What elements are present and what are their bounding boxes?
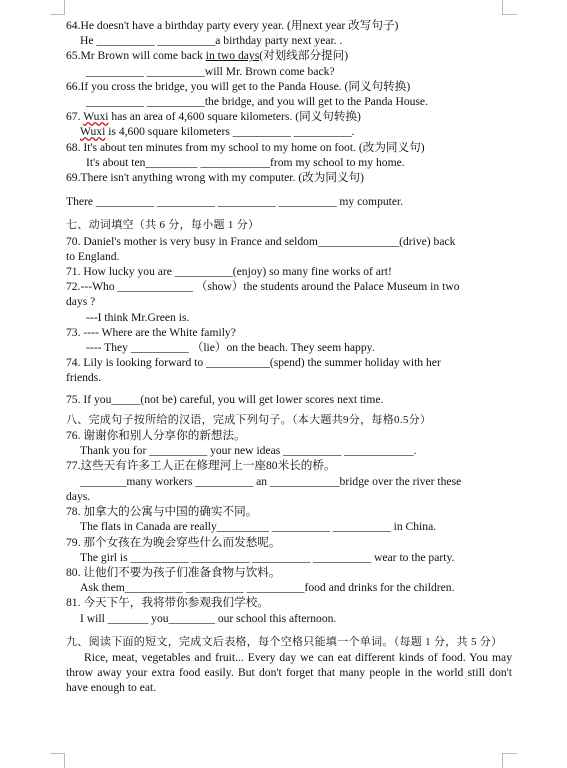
document-page	[66, 18, 512, 695]
question-70-cont: to England.	[66, 249, 120, 263]
question-72: 72.---Who _____________ （show）the students around the Palace Museum in two	[66, 280, 460, 294]
section-9-heading: 九、阅读下面的短文，完成文后表格，每个空格只能填一个单词。（每题 1 分，共 5 分）	[66, 635, 503, 648]
page-corner-mark-bottom-right	[502, 753, 517, 768]
question-76-blank-line: Thank you for __________ your new ideas __________ ____________.	[80, 444, 417, 458]
question-69-blank-line: There __________ __________ __________ __________ my computer.	[66, 195, 404, 209]
question-80-blank-line: Ask them__________ __________ __________food and drinks for the children.	[80, 581, 455, 595]
question-69: 69.There isn't anything wrong with my computer. (改为同义句)	[66, 171, 365, 185]
question-67: 67. Wuxi has an area of 4,600 square kilometers. (同义句转换)	[66, 110, 361, 124]
question-79-blank-line: The girl is __________ __________ __________ __________ wear to the party.	[80, 550, 455, 564]
question-64-blank-line: He __________ __________a birthday party next year. .	[80, 34, 343, 48]
question-78-blank-line: The flats in Canada are really_________ __________ __________ in China.	[80, 520, 437, 534]
page-corner-mark-bottom-left	[50, 753, 65, 768]
question-68-blank-line: It's about ten_________ ____________from my school to my home.	[86, 155, 405, 169]
page-corner-mark-top-left	[50, 0, 65, 15]
question-65-blank-line: __________ __________will Mr. Brown come back?	[86, 64, 335, 78]
section-7-heading: 七、动词填空（共 6 分，每小题 1 分）	[66, 219, 260, 232]
question-71: 71. How lucky you are __________(enjoy) so many fine works of art!	[66, 265, 392, 279]
question-72-answer: ---I think Mr.Green is.	[86, 310, 190, 324]
question-74: 74. Lily is looking forward to ___________(spend) the summer holiday with her	[66, 356, 441, 370]
question-72-cont: days ?	[66, 295, 96, 309]
question-79: 79. 那个女孩在为晚会穿些什么而发愁呢。	[66, 535, 281, 549]
question-76: 76. 谢谢你和别人分享你的新想法。	[66, 429, 246, 443]
question-73-answer: ---- They __________ （lie）on the beach. They seem happy.	[86, 341, 375, 355]
question-77-blank-line: ________many workers __________ an ____________bridge over the river these	[80, 474, 462, 488]
question-68: 68. It's about ten minutes from my school to my home on foot. (改为同义句)	[66, 140, 425, 154]
question-66-blank-line: __________ __________the bridge, and you will get to the Panda House.	[86, 95, 428, 109]
question-80: 80. 让他们不要为孩子们准备食物与饮料。	[66, 565, 281, 579]
question-77: 77.这些天有许多工人正在修理河上一座80米长的桥。	[66, 459, 336, 473]
question-73: 73. ---- Where are the White family?	[66, 325, 236, 339]
reading-passage: Rice, meat, vegetables and fruit... Every day we can eat different kinds of food. You may throw away your extra food easily. But don't forget that many people in the world still don't have enough to eat.	[66, 650, 512, 694]
question-78: 78. 加拿大的公寓与中国的确实不同。	[66, 505, 258, 519]
question-70: 70. Daniel's mother is very busy in France and seldom______________(drive) back	[66, 234, 456, 248]
underlined-phrase: in two days	[205, 49, 260, 63]
question-75: 75. If you_____(not be) careful, you will get lower scores next time.	[66, 392, 384, 406]
question-67-blank-line: Wuxi is 4,600 square kilometers __________ __________.	[80, 125, 355, 139]
question-77-cont: days.	[66, 489, 91, 503]
question-64: 64.He doesn't have a birthday party every year. (用next year 改写句子)	[66, 19, 399, 32]
question-66: 66.If you cross the bridge, you will get to the Panda House. (同义句转换)	[66, 79, 411, 93]
question-65: 65.Mr Brown will come back in two days(对划线部分提问)	[66, 49, 349, 63]
section-8-heading: 八、完成句子按所给的汉语，完成下列句子。（本大题共9分，每格0.5分）	[66, 413, 432, 426]
question-81: 81. 今天下午，我将带你参观我们学校。	[66, 596, 269, 610]
page-corner-mark-top-right	[502, 0, 517, 15]
question-74-cont: friends.	[66, 371, 102, 385]
question-81-blank-line: I will _______ you________ our school this afternoon.	[80, 611, 337, 625]
